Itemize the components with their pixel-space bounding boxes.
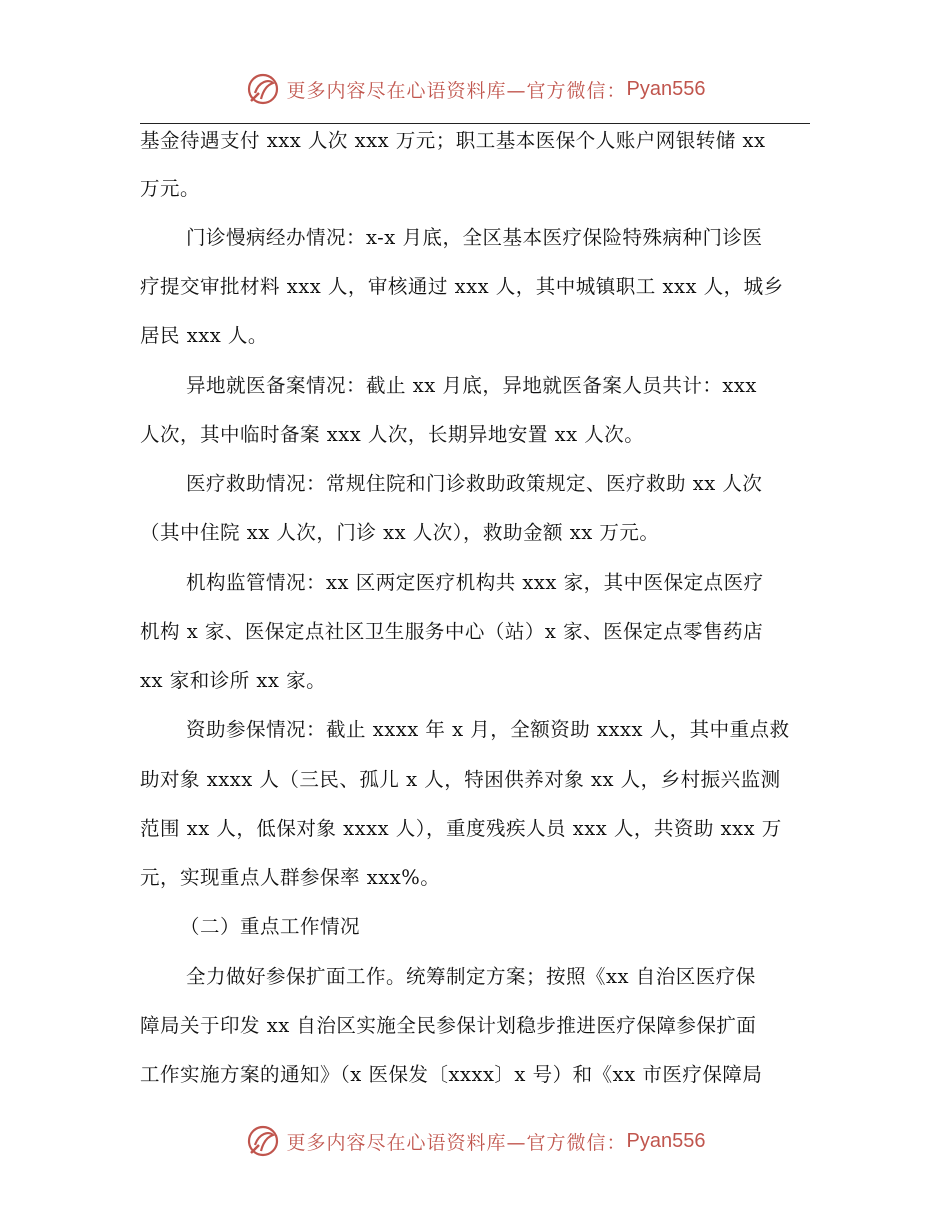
text-line: 异地就医备案情况：截止 xx 月底，异地就医备案人员共计：xxx: [186, 374, 757, 397]
header-divider: [140, 123, 810, 124]
text-line: 医疗救助情况：常规住院和门诊救助政策规定、医疗救助 xx 人次: [186, 472, 763, 495]
text-line: 范围 xx 人，低保对象 xxxx 人），重度残疾人员 xxx 人，共资助 xxx 万: [140, 817, 782, 840]
text-line: 资助参保情况：截止 xxxx 年 x 月，全额资助 xxxx 人，其中重点救: [186, 718, 790, 741]
text-line: 助对象 xxxx 人（三民、孤儿 x 人，特困供养对象 xx 人，乡村振兴监测: [140, 768, 781, 791]
logo-icon: [245, 1123, 281, 1159]
banner-wechat-id: Pyan556: [626, 1129, 706, 1152]
text-line: 工作实施方案的通知》（x 医保发〔xxxx〕x 号）和《xx 市医疗保障局: [140, 1063, 763, 1086]
banner-wechat-id: Pyan556: [626, 77, 706, 100]
text-line: 元，实现重点人群参保率 xxx%。: [140, 866, 441, 889]
text-line: 疗提交审批材料 xxx 人，审核通过 xxx 人，其中城镇职工 xxx 人，城乡: [140, 275, 784, 298]
text-line: 人次，其中临时备案 xxx 人次，长期异地安置 xx 人次。: [140, 423, 645, 446]
text-line: 居民 xxx 人。: [140, 324, 268, 347]
text-line: （其中住院 xx 人次，门诊 xx 人次），救助金额 xx 万元。: [140, 521, 660, 544]
section-heading: （二）重点工作情况: [180, 915, 361, 938]
text-line: 门诊慢病经办情况：x-x 月底，全区基本医疗保险特殊病种门诊医: [186, 226, 763, 249]
text-line: 万元。: [140, 177, 201, 200]
banner-text: 更多内容尽在心语资料库—官方微信：: [286, 1131, 627, 1154]
text-line: 机构监管情况：xx 区两定医疗机构共 xxx 家，其中医保定点医疗: [186, 571, 764, 594]
footer-watermark-banner: [0, 1118, 950, 1164]
text-line: 基金待遇支付 xxx 人次 xxx 万元；职工基本医保个人账户网银转储 xx: [140, 129, 766, 152]
header-watermark-banner: [0, 66, 950, 112]
banner-text: 更多内容尽在心语资料库—官方微信：: [286, 79, 627, 102]
text-line: xx 家和诊所 xx 家。: [140, 669, 327, 692]
text-line: 全力做好参保扩面工作。统筹制定方案；按照《xx 自治区医疗保: [186, 965, 756, 988]
text-line: 障局关于印发 xx 自治区实施全民参保计划稳步推进医疗保障参保扩面: [140, 1014, 757, 1037]
logo-icon: [245, 71, 281, 107]
text-line: 机构 x 家、医保定点社区卫生服务中心（站）x 家、医保定点零售药店: [140, 620, 764, 643]
